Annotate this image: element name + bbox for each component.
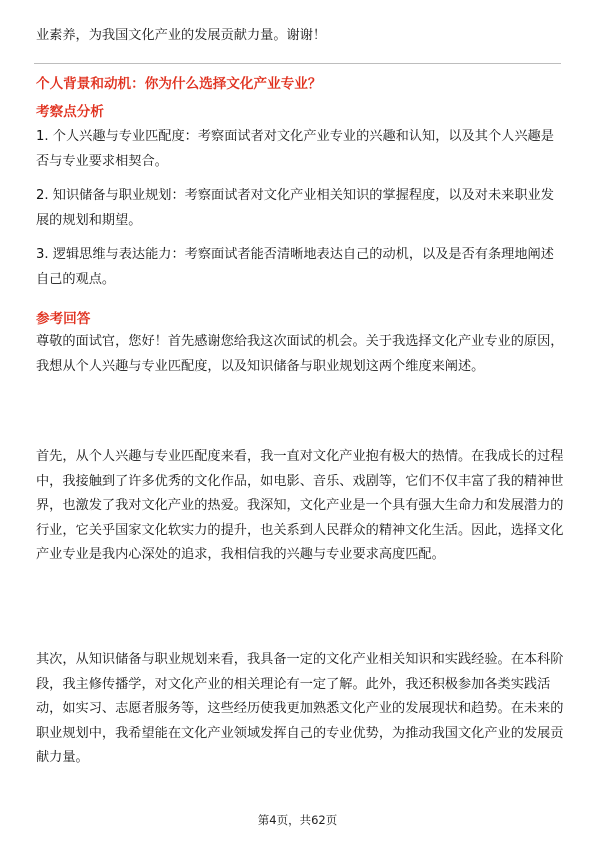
analysis-heading: 考察点分析 [36, 104, 104, 120]
answer-paragraph-3: 其次，从知识储备与职业规划来看，我具备一定的文化产业相关知识和实践经验。在本科阶段，我主修传播学，对文化产业的相关理论有一定了解。此外，我还积极参加各类实践活动，如实习、志愿者服务等，这些经历使我更加熟悉文化产业的发展现状和趋势。在未来的职业规划中，我希望能在文化产业领域发挥自己的专业优势，为推动我国文化产业的发展贡献力量。 [36, 652, 564, 766]
analysis-item-2: 2. 知识储备与职业规划：考察面试者对文化产业相关知识的掌握程度，以及对未来职业发展的规划和期望。 [36, 188, 554, 228]
analysis-item-1: 1. 个人兴趣与专业匹配度：考察面试者对文化产业专业的兴趣和认知，以及其个人兴趣是否与专业要求相契合。 [36, 129, 554, 169]
section-divider [34, 63, 561, 64]
answer-heading: 参考回答 [36, 311, 91, 327]
question-title: 个人背景和动机：你为什么选择文化产业专业？ [36, 76, 322, 92]
answer-paragraph-1: 尊敬的面试官，您好！首先感谢您给我这次面试的机会。关于我选择文化产业专业的原因，我想从个人兴趣与专业匹配度，以及知识储备与职业规划这两个维度来阐述。 [36, 334, 564, 374]
answer-paragraph-2: 首先，从个人兴趣与专业匹配度来看，我一直对文化产业抱有极大的热情。在我成长的过程中，我接触到了许多优秀的文化作品，如电影、音乐、戏剧等，它们不仅丰富了我的精神世界，也激发了我对文化产业的热爱。我深知，文化产业是一个具有强大生命力和发展潜力的行业，它关乎国家文化软实力的提升，也关系到人民群众的精神文化生活。因此，选择文化产业专业是我内心深处的追求，我相信我的兴趣与专业要求高度匹配。 [36, 449, 564, 563]
intro-paragraph: 业素养，为我国文化产业的发展贡献力量。谢谢！ [36, 28, 327, 43]
analysis-item-3: 3. 逻辑思维与表达能力：考察面试者能否清晰地表达自己的动机，以及是否有条理地阐述自己的观点。 [36, 247, 554, 287]
page-number: 第4页，共62页 [257, 813, 338, 827]
